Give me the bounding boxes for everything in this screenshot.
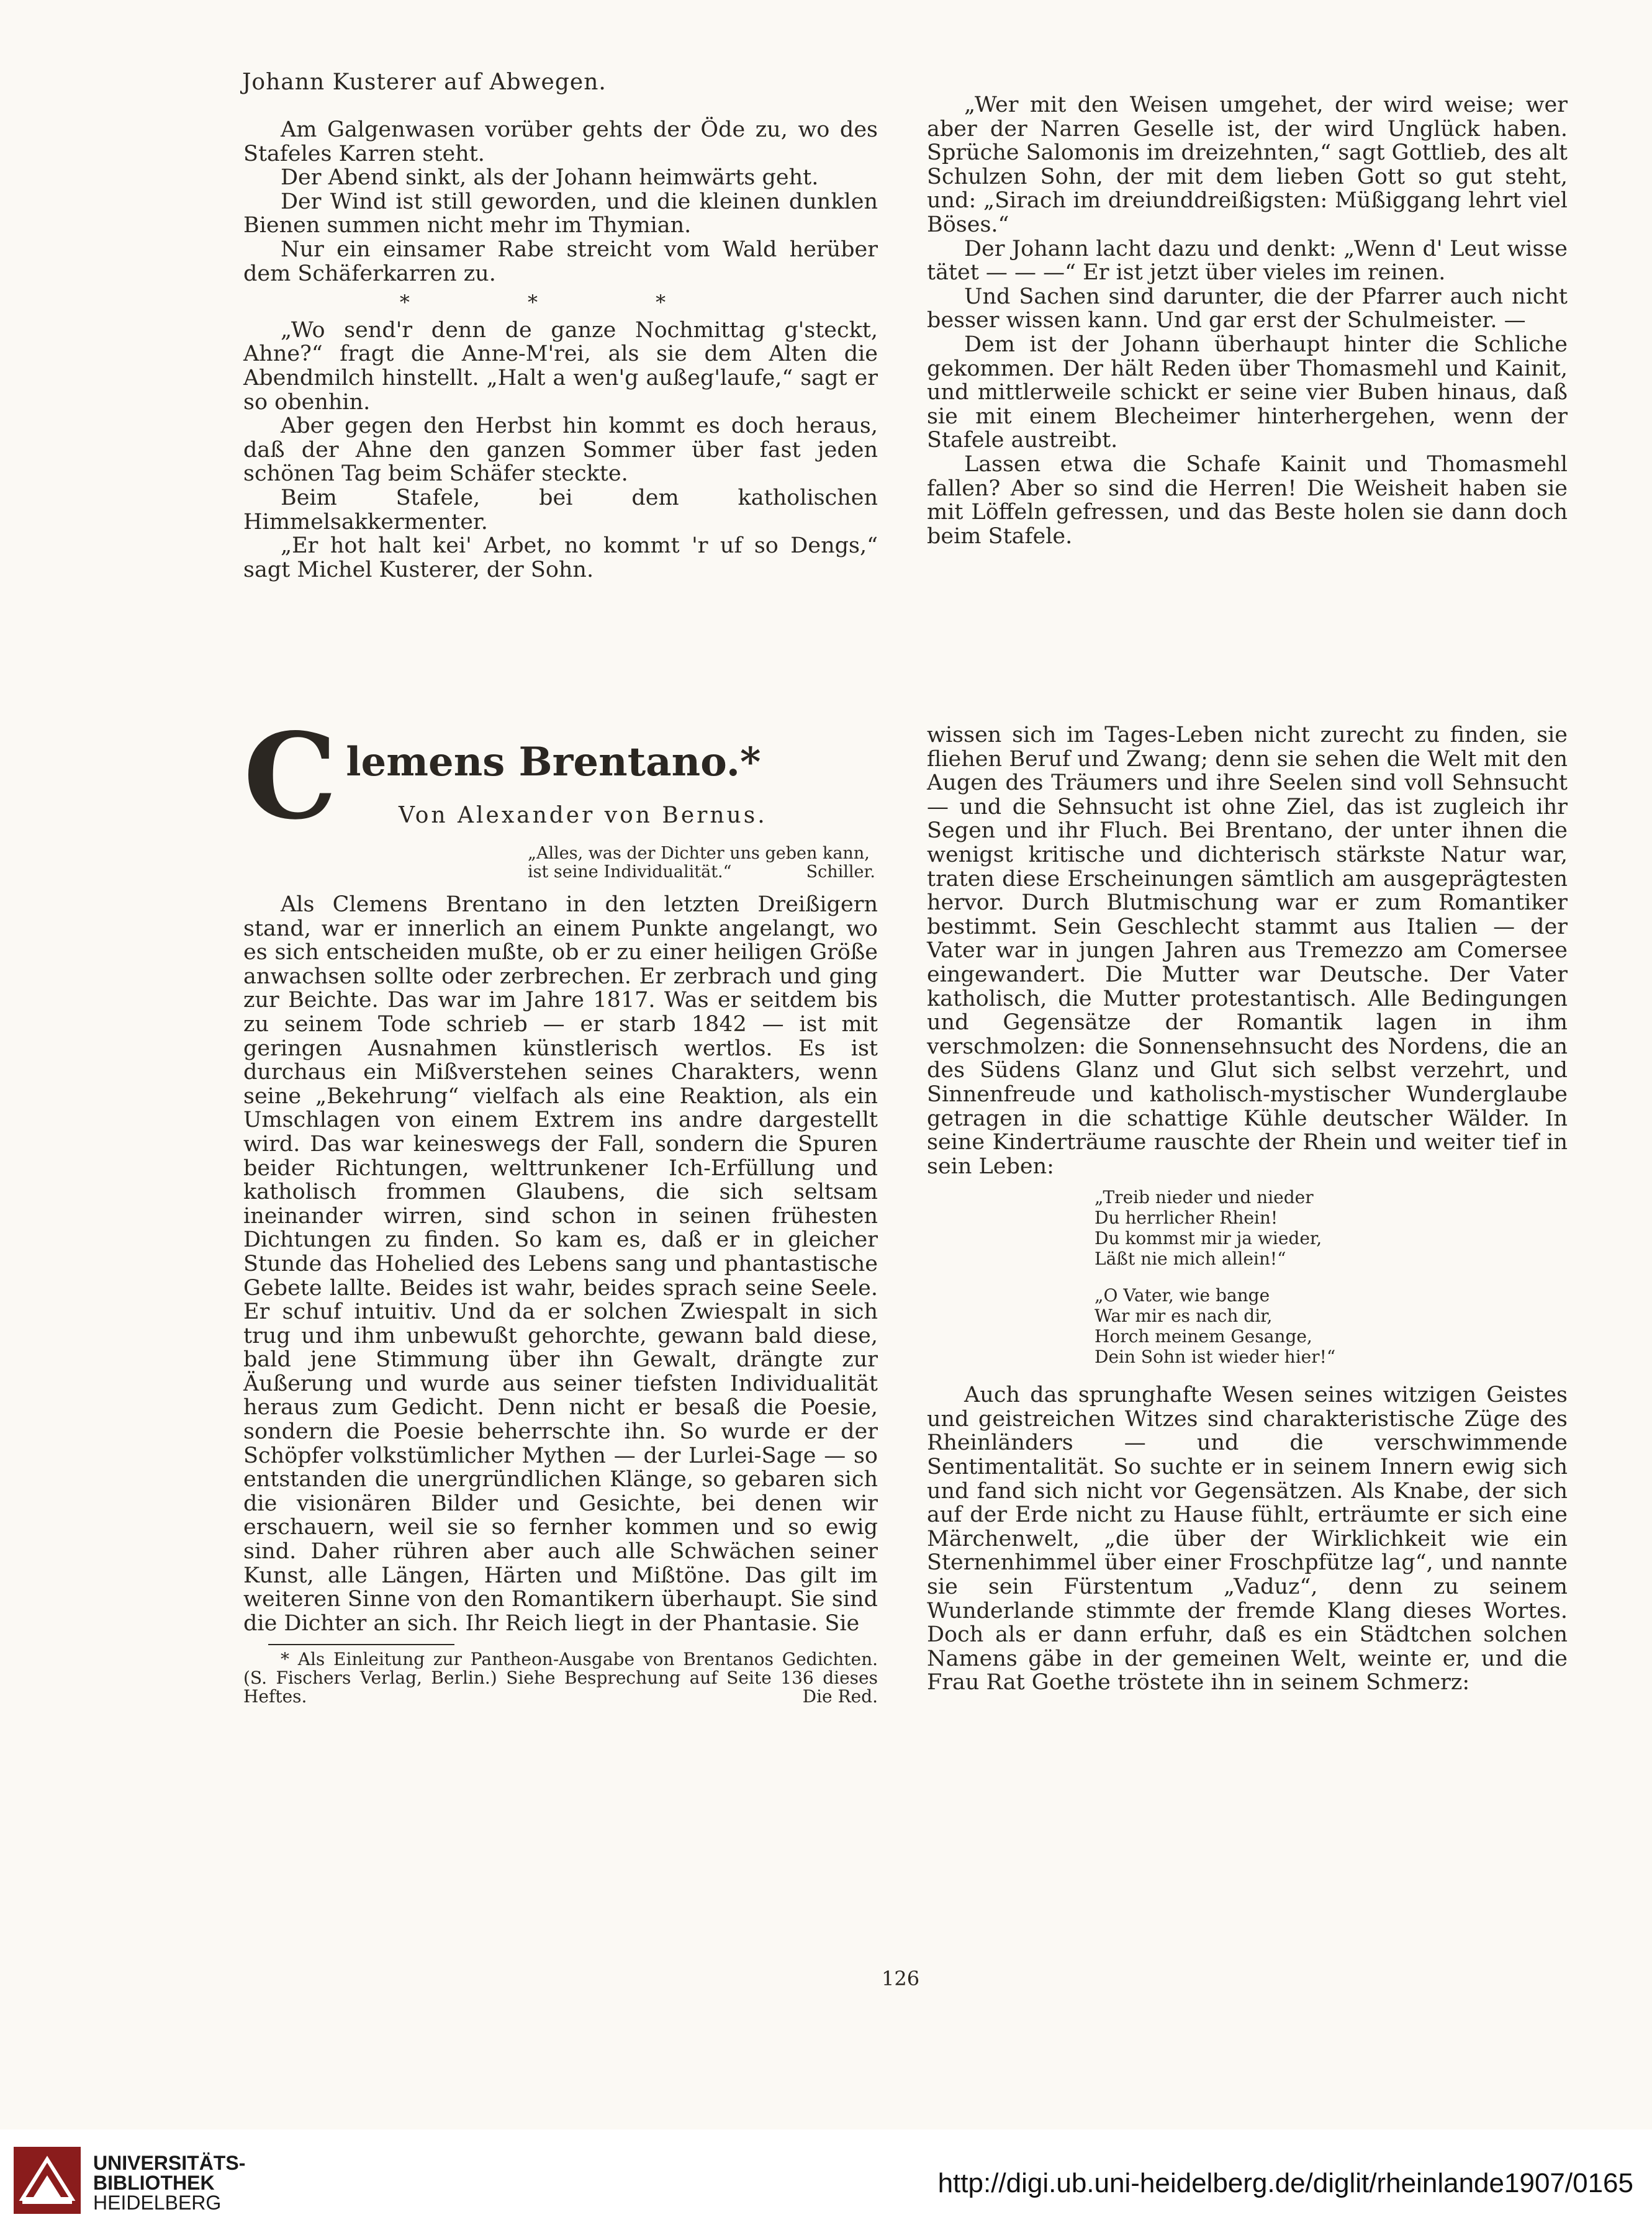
poem-line: „O Vater, wie bange: [1095, 1285, 1270, 1306]
article-paragraph: wissen sich im Tages-Leben nicht zurecht zu finden, sie fliehen Beruf und Zwang; denn sie sehen die Welt mit den Augen des Träumers und ihre Seelen sind voll Sehnsucht — und die Sehnsucht ist ohne Ziel, das ist zugleich ihr Segen und ihr Fluch. Bei Brentano, der unter ihnen die wenigst kritische und dichterisch stärkste Natur war, traten diese Erscheinungen sämtlich am ausgeprägtesten hervor. Durch Blutmischung war er zum Romantiker bestimmt. Sein Geschlecht stammt aus Italien — der Vater war in jungen Jahren aus Tremezzo am Comersee eingewandert. Die Mutter war Deutsche. Der Vater katholisch, die Mutter protestantisch. Alle Bedingungen und Gegensätze der Romantik lagen in ihm verschmolzen: die Sonnensehnsucht des Nordens, die an des Südens Glanz und Glut sich selbst verzehrt, und Sinnenfreude und katholisch-mystischer Wunderglaube getragen in die schattige Kühle deutscher Wälder. In seine Kinderträume rauschte der Rhein und weiter tief in sein Leben:: [927, 723, 1568, 1179]
footnote-text: * Als Einleitung zur Pantheon-Ausgabe von Brentanos Gedichten. (S. Fischers Verlag, Berlin.) Siehe Besprechung auf Seite 136 dieses Heftes.: [243, 1649, 878, 1707]
drop-cap: C: [243, 707, 338, 846]
paragraph: Beim Stafele, bei dem katholischen Himmelsakkermenter.: [243, 485, 878, 535]
page-number: 126: [882, 1967, 920, 1990]
source-url[interactable]: http://digi.ub.uni-heidelberg.de/diglit/rheinlande1907/0165: [937, 2168, 1633, 2198]
article-title: lemens Brentano.*: [346, 739, 761, 785]
footer-bar: [0, 2129, 1652, 2230]
paragraph: Der Wind ist still geworden, und die kleinen dunklen Bienen summen nicht mehr im Thymian.: [243, 189, 878, 238]
article-author: Von Alexander von Bernus.: [399, 803, 767, 828]
library-name: [93, 2153, 245, 2213]
motto: [528, 844, 875, 882]
poem-line: Du herrlicher Rhein!: [1095, 1208, 1278, 1229]
footnote: [243, 1650, 878, 1706]
article-heading: [243, 707, 878, 882]
poem-line: Horch meinem Gesange,: [1095, 1326, 1312, 1347]
library-logo-icon: [14, 2147, 81, 2214]
paragraph: „Wer mit den Weisen umgehet, der wird weise; wer aber der Narren Geselle ist, der wird Unglück haben. Sprüche Salomonis im dreizehnten,“ sagt Gottlieb, des alt Schulzen Sohn, der mit dem lieben Gott so gut steht, und: „Sirach im dreiunddreißigsten: Müßiggang lehrt viel Böses.“: [927, 93, 1568, 237]
article-paragraph: Auch das sprunghafte Wesen seines witzigen Geistes und geistreichen Witzes sind charakteristische Züge des Rheinländers — und die verschwimmende Sentimentalität. So suchte er in seinem Innern ewig sich und fand sich nicht vor Gegensätzen. Als Knabe, der sich auf der Erde nicht zu Hause fühlt, erträumte er sich eine Märchenwelt, „die über der Wirklichkeit wie ein Sternenhimmel über einer Froschpfütze lag“, und nannte sie sein Fürstentum „Vaduz“, denn zu seinem Wunderlande stimmte der fremde Klang dieses Wortes. Doch als er dann erfuhr, daß es ein Städtchen solchen Namens gäbe in der gemeinen Welt, weinte er, und die Frau Rat Goethe tröstete ihn in seinem Schmerz:: [927, 1383, 1568, 1695]
paragraph: „Wo send'r denn de ganze Nochmittag g'steckt, Ahne?“ fragt die Anne-M'rei, als sie dem Alten die Abendmilch hinstellt. „Halt a wen'g außeg'laufe,“ sagt er so obenhin.: [243, 317, 878, 415]
paragraph: Und Sachen sind darunter, die der Pfarrer auch nicht besser wissen kann. Und gar erst der Schulmeister. —: [927, 284, 1568, 333]
poem-line: Dein Sohn ist wieder hier!“: [1095, 1347, 1336, 1368]
paragraph: Lassen etwa die Schafe Kainit und Thomasmehl fallen? Aber so sind die Herren! Die Weisheit haben sie mit Löffeln gefressen, und das Beste holen sie dann doch beim Stafele.: [927, 451, 1568, 549]
article-paragraph: Als Clemens Brentano in den letzten Dreißigern stand, war er innerlich an einem Punkte angelangt, wo es sich entscheiden mußte, ob er zu einer heiligen Größe anwachsen sollte oder zerbrechen. Er zerbrach und ging zur Beichte. Das war im Jahre 1817. Was er seitdem bis zu seinem Tode schrieb — er starb 1842 — ist mit geringen Ausnahmen künstlerisch wertlos. Es ist durchaus ein Mißverstehen seines Charakters, wenn seine „Bekehrung“ vielfach als eine Reaktion, als ein Umschlagen von einem Extrem ins andre dargestellt wird. Das war keineswegs der Fall, sondern die Spuren beider Richtungen, welttrunkener Ich-Erfüllung und katholisch frommen Glaubens, die sich seltsam ineinander wirren, sind schon in seinen frühesten Dichtungen zu finden. So kam es, daß er in gleicher Stunde das Hohelied des Lebens sang und phantastische Gebete lallte. Beides ist wahr, beides sprach seine Seele. Er schuf intuitiv. Und da er solchen Zwiespalt in sich trug und ihm unbewußt gehorchte, gewann bald diese, bald jene Stimmung über ihn Gewalt, drängte zur Äußerung und wurde aus seiner tiefsten Individualität heraus zum Gedicht. Denn nicht er besaß die Poesie, sondern die Poesie beherrschte ihn. So wurde er der Schöpfer volkstümlicher Mythen — der Lurlei-Sage — so entstanden die unergründlichen Klänge, so gebaren sich die visionären Bilder und Gesichte, bei denen wir erschauern, weil sie so fernher kommen und so ewig sind. Daher rühren aber auch alle Schwächen seiner Kunst, alle Längen, Härten und Mißtöne. Das gilt im weiteren Sinne von den Romantikern überhaupt. Sie sind die Dichter an sich. Ihr Reich liegt in der Phantasie. Sie: [243, 892, 878, 1636]
footnote-signature: Die Red.: [802, 1686, 878, 1707]
article-right-column: [927, 723, 1568, 1695]
poem-stanza: [1095, 1285, 1568, 1367]
left-column-story: [243, 118, 878, 582]
article-left-column: [243, 893, 878, 1706]
library-name-line: BIBLIOTHEK: [93, 2172, 215, 2194]
section-divider: * * *: [399, 291, 722, 315]
poem-stanza: [1095, 1187, 1568, 1269]
paragraph: Der Johann lacht dazu und denkt: „Wenn d' Leut wisse tätet — — —“ Er ist jetzt über vieles im reinen.: [927, 236, 1568, 286]
paragraph: „Er hot halt kei' Arbet, no kommt 'r uf so Dengs,“ sagt Michel Kusterer, der Sohn.: [243, 533, 878, 582]
paragraph: Nur ein einsamer Rabe streicht vom Wald herüber dem Schäferkarren zu.: [243, 237, 878, 286]
poem-line: Läßt nie mich allein!“: [1095, 1248, 1286, 1270]
footnote-rule: [268, 1644, 454, 1645]
motto-text: „Alles, was der Dichter uns geben kann, ist seine Individualität.“: [528, 844, 870, 882]
library-name-line: UNIVERSITÄTS-: [93, 2152, 246, 2174]
library-name-line: HEIDELBERG: [93, 2192, 222, 2214]
paragraph: Aber gegen den Herbst hin kommt es doch heraus, daß der Ahne den ganzen Sommer über fast jeden schönen Tag beim Schäfer steckte.: [243, 413, 878, 487]
paragraph: Der Abend sinkt, als der Johann heimwärts geht.: [281, 165, 819, 191]
motto-signature: Schiller.: [806, 862, 875, 882]
poem-line: Du kommst mir ja wieder,: [1095, 1228, 1322, 1249]
poem: [1095, 1187, 1568, 1367]
paragraph: Dem ist der Johann überhaupt hinter die Schliche gekommen. Der hält Reden über Thomasmehl und Kainit, und mittlerweile schickt er seine vier Buben hinaus, daß sie mit einem Blecheimer hinterhergehen, wenn der Stafele austreibt.: [927, 332, 1568, 453]
poem-line: War mir es nach dir,: [1095, 1306, 1273, 1327]
running-header: Johann Kusterer auf Abwegen.: [242, 70, 607, 95]
paragraph: Am Galgenwasen vorüber gehts der Öde zu, wo des Stafeles Karren steht.: [243, 117, 878, 166]
right-column-story: [927, 93, 1568, 548]
poem-line: „Treib nieder und nieder: [1095, 1187, 1314, 1208]
